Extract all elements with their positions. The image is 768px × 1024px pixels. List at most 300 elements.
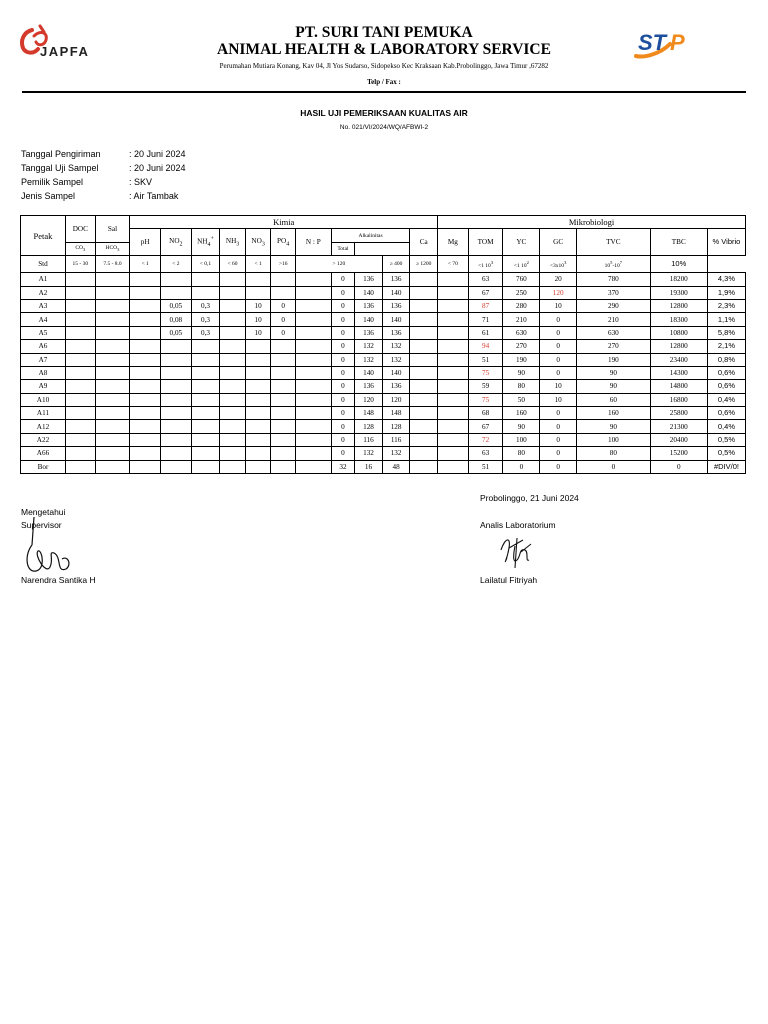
cell-tbc: 0 — [650, 460, 707, 473]
cell-petak: Bor — [21, 460, 66, 473]
cell-hco3: 140 — [355, 286, 383, 299]
cell-yc: 90 — [503, 366, 540, 379]
table-row — [21, 420, 746, 433]
cell-ph — [130, 313, 161, 326]
cell-doc — [65, 299, 95, 312]
cell-total: 116 — [382, 433, 410, 446]
cell-np — [295, 326, 331, 339]
cell-nh3 — [220, 313, 246, 326]
cell-ca — [410, 340, 438, 353]
cell-tbc: 21300 — [650, 420, 707, 433]
cell-no3 — [245, 366, 271, 379]
cell-gc: 0 — [540, 460, 577, 473]
cell-petak: A12 — [21, 420, 66, 433]
cell-yc: 0 — [503, 460, 540, 473]
cell-ca — [410, 366, 438, 379]
cell-tbc: 10800 — [650, 326, 707, 339]
cell-np — [295, 340, 331, 353]
cell-petak: A5 — [21, 326, 66, 339]
cell-vibrio: 0,6% — [707, 366, 745, 379]
cell-tom: 67 — [468, 420, 503, 433]
cell-nh4 — [191, 447, 220, 460]
cell-po4 — [271, 447, 296, 460]
cell-sal — [95, 393, 130, 406]
cell-nh4 — [191, 340, 220, 353]
cell-tbc: 12800 — [650, 340, 707, 353]
cell-mg — [438, 326, 469, 339]
cell-ca — [410, 273, 438, 286]
cell-no3 — [245, 340, 271, 353]
cell-ca — [410, 353, 438, 366]
cell-gc: 10 — [540, 380, 577, 393]
document-number: No. 021/VI/2024/WQ/AFBWI-2 — [339, 124, 429, 131]
col-tom-header: TOM — [468, 229, 503, 256]
cell-tbc: 20400 — [650, 433, 707, 446]
cell-np — [295, 380, 331, 393]
cell-yc: 760 — [503, 273, 540, 286]
table-row — [21, 366, 746, 379]
cell-no3 — [245, 286, 271, 299]
cell-tom: 72 — [468, 433, 503, 446]
cell-po4 — [271, 340, 296, 353]
std-np: >16 — [271, 256, 296, 273]
cell-total: 136 — [382, 380, 410, 393]
cell-nh4: 0,3 — [191, 313, 220, 326]
cell-ph — [130, 380, 161, 393]
cell-vibrio: 4,3% — [707, 273, 745, 286]
cell-no2 — [161, 407, 192, 420]
col-nh3-header: $NH_3$ — [220, 229, 246, 256]
cell-total: 128 — [382, 420, 410, 433]
cell-np — [295, 393, 331, 406]
col-yc-header: YC — [503, 229, 540, 256]
cell-vibrio: 2,3% — [707, 299, 745, 312]
cell-total: 132 — [382, 353, 410, 366]
cell-co3: 0 — [331, 366, 355, 379]
cell-hco3: 140 — [355, 313, 383, 326]
table-row — [21, 313, 746, 326]
cell-np — [295, 286, 331, 299]
info-value: : Air Tambak — [129, 191, 179, 201]
std-no3: < 60 — [220, 256, 246, 273]
cell-np — [295, 299, 331, 312]
cell-co3: 0 — [331, 380, 355, 393]
cell-yc: 160 — [503, 407, 540, 420]
cell-np — [295, 353, 331, 366]
cell-ph — [130, 366, 161, 379]
cell-nh3 — [220, 299, 246, 312]
std-ph: 7.5 - 8.0 — [95, 256, 130, 273]
cell-total: 140 — [382, 286, 410, 299]
cell-petak: A11 — [21, 407, 66, 420]
cell-co3: 0 — [331, 433, 355, 446]
cell-ph — [130, 433, 161, 446]
cell-nh4 — [191, 433, 220, 446]
std-tvc: $<3x10^3$ — [540, 256, 577, 273]
cell-total: 140 — [382, 366, 410, 379]
place-date: Probolinggo, 21 Juni 2024 — [480, 493, 579, 503]
cell-petak: A1 — [21, 273, 66, 286]
cell-tbc: 19300 — [650, 286, 707, 299]
cell-vibrio: #DIV/0! — [707, 460, 745, 473]
col-ph-header: pH — [130, 229, 161, 256]
left-title-1: Mengetahui — [21, 507, 66, 517]
table-row — [21, 447, 746, 460]
cell-tvc: 60 — [577, 393, 651, 406]
col-hco3-header: $HCO_3$ — [95, 242, 130, 255]
cell-doc — [65, 366, 95, 379]
std-tom: < 70 — [438, 256, 469, 273]
cell-tom: 68 — [468, 407, 503, 420]
col-ca-header: Ca — [410, 229, 438, 256]
cell-yc: 80 — [503, 447, 540, 460]
cell-gc: 0 — [540, 447, 577, 460]
cell-np — [295, 447, 331, 460]
std-ca: ≥ 400 — [382, 256, 410, 273]
cell-no2 — [161, 420, 192, 433]
cell-tvc: 90 — [577, 380, 651, 393]
cell-hco3: 136 — [355, 380, 383, 393]
cell-po4 — [271, 353, 296, 366]
cell-mg — [438, 299, 469, 312]
col-tvc-header: TVC — [577, 229, 651, 256]
cell-nh3 — [220, 340, 246, 353]
cell-doc — [65, 380, 95, 393]
cell-mg — [438, 313, 469, 326]
cell-tvc: 370 — [577, 286, 651, 299]
cell-tom: 67 — [468, 286, 503, 299]
cell-gc: 20 — [540, 273, 577, 286]
cell-ph — [130, 273, 161, 286]
cell-total: 48 — [382, 460, 410, 473]
col-no3-header: $NO_3$ — [245, 229, 271, 256]
cell-tvc: 270 — [577, 340, 651, 353]
info-label: Tanggal Uji Sampel — [21, 163, 99, 173]
table-row — [21, 380, 746, 393]
cell-nh3 — [220, 393, 246, 406]
cell-no2: 0,05 — [161, 326, 192, 339]
cell-mg — [438, 393, 469, 406]
document-title: HASIL UJI PEMERIKSAAN KUALITAS AIR — [300, 108, 468, 118]
cell-total: 148 — [382, 407, 410, 420]
cell-np — [295, 407, 331, 420]
cell-ph — [130, 447, 161, 460]
header-divider — [22, 91, 746, 93]
table-row — [21, 353, 746, 366]
cell-doc — [65, 286, 95, 299]
cell-vibrio: 0,6% — [707, 380, 745, 393]
table-row — [21, 393, 746, 406]
cell-no2 — [161, 273, 192, 286]
cell-doc — [65, 340, 95, 353]
cell-no2 — [161, 393, 192, 406]
cell-ca — [410, 460, 438, 473]
cell-ca — [410, 313, 438, 326]
col-tbc-header: TBC — [650, 229, 707, 256]
col-vibrio-header: % Vibrio — [707, 229, 745, 256]
cell-tom: 75 — [468, 366, 503, 379]
cell-gc: 10 — [540, 393, 577, 406]
cell-yc: 270 — [503, 340, 540, 353]
col-doc-header: DOC — [65, 216, 95, 243]
cell-tvc: 0 — [577, 460, 651, 473]
table-row — [21, 286, 746, 299]
cell-yc: 190 — [503, 353, 540, 366]
cell-nh3 — [220, 380, 246, 393]
cell-hco3: 148 — [355, 407, 383, 420]
cell-nh4 — [191, 353, 220, 366]
cell-tvc: 90 — [577, 420, 651, 433]
cell-total: 132 — [382, 447, 410, 460]
cell-tvc: 90 — [577, 366, 651, 379]
cell-no3 — [245, 380, 271, 393]
table-row — [21, 460, 746, 473]
group-kimia-header: Kimia — [130, 216, 438, 229]
cell-vibrio: 0,8% — [707, 353, 745, 366]
cell-nh3 — [220, 420, 246, 433]
cell-sal — [95, 460, 130, 473]
cell-no3: 10 — [245, 326, 271, 339]
std-nh3: < 0,1 — [191, 256, 220, 273]
cell-co3: 0 — [331, 393, 355, 406]
cell-nh4: 0,3 — [191, 326, 220, 339]
cell-tvc: 160 — [577, 407, 651, 420]
cell-nh4 — [191, 393, 220, 406]
cell-vibrio: 0,4% — [707, 393, 745, 406]
cell-ca — [410, 420, 438, 433]
cell-gc: 0 — [540, 340, 577, 353]
cell-petak: A6 — [21, 340, 66, 353]
cell-nh4 — [191, 420, 220, 433]
cell-tbc: 25800 — [650, 407, 707, 420]
cell-ph — [130, 407, 161, 420]
cell-ph — [130, 286, 161, 299]
cell-no3 — [245, 447, 271, 460]
info-value: : SKV — [129, 177, 153, 187]
cell-sal — [95, 313, 130, 326]
cell-tvc: 210 — [577, 313, 651, 326]
cell-hco3: 16 — [355, 460, 383, 473]
cell-vibrio: 0,5% — [707, 433, 745, 446]
left-name: Narendra Santika H — [21, 575, 96, 585]
col-co3-header: $CO_3$ — [65, 242, 95, 255]
cell-nh3 — [220, 460, 246, 473]
cell-ca — [410, 299, 438, 312]
cell-hco3: 120 — [355, 393, 383, 406]
cell-no3 — [245, 407, 271, 420]
cell-doc — [65, 407, 95, 420]
cell-sal — [95, 366, 130, 379]
col-mg-header: Mg — [438, 229, 469, 256]
col-sal-header: Sal — [95, 216, 130, 243]
cell-tom: 87 — [468, 299, 503, 312]
cell-total: 136 — [382, 326, 410, 339]
cell-petak: A10 — [21, 393, 66, 406]
col-nh4-header: $NH_4^+$ — [191, 229, 220, 256]
cell-sal — [95, 299, 130, 312]
cell-mg — [438, 460, 469, 473]
cell-gc: 0 — [540, 433, 577, 446]
japfa-logo-text: JAPFA — [40, 44, 90, 59]
cell-no3 — [245, 273, 271, 286]
cell-nh4 — [191, 407, 220, 420]
table-row — [21, 340, 746, 353]
cell-yc: 50 — [503, 393, 540, 406]
cell-doc — [65, 420, 95, 433]
cell-po4 — [271, 393, 296, 406]
cell-no2 — [161, 353, 192, 366]
std-mg: ≥ 1200 — [410, 256, 438, 273]
std-yc: <1 $10^3$ — [468, 256, 503, 273]
cell-petak: A66 — [21, 447, 66, 460]
cell-ph — [130, 326, 161, 339]
cell-po4: 0 — [271, 326, 296, 339]
cell-co3: 0 — [331, 273, 355, 286]
cell-total: 136 — [382, 273, 410, 286]
cell-total: 132 — [382, 340, 410, 353]
cell-np — [295, 366, 331, 379]
table-row — [21, 433, 746, 446]
cell-sal — [95, 447, 130, 460]
cell-po4 — [271, 273, 296, 286]
cell-np — [295, 273, 331, 286]
info-value: : 20 Juni 2024 — [129, 163, 186, 173]
info-label: Tanggal Pengiriman — [21, 149, 101, 159]
left-title-2: Supervisor — [21, 520, 62, 530]
cell-gc: 0 — [540, 407, 577, 420]
cell-hco3: 140 — [355, 366, 383, 379]
std-nh4: < 2 — [161, 256, 192, 273]
cell-po4: 0 — [271, 313, 296, 326]
cell-np — [295, 420, 331, 433]
cell-tom: 51 — [468, 460, 503, 473]
cell-co3: 0 — [331, 286, 355, 299]
cell-vibrio: 2,1% — [707, 340, 745, 353]
cell-petak: A4 — [21, 313, 66, 326]
cell-tom: 94 — [468, 340, 503, 353]
cell-gc: 0 — [540, 420, 577, 433]
cell-mg — [438, 340, 469, 353]
cell-sal — [95, 353, 130, 366]
cell-tom: 51 — [468, 353, 503, 366]
std-label: Std — [21, 256, 66, 273]
std-alkalinitas: > 120 — [295, 256, 382, 273]
cell-tbc: 12800 — [650, 299, 707, 312]
cell-ph — [130, 353, 161, 366]
cell-mg — [438, 286, 469, 299]
col-no2-header: $NO_2$ — [161, 229, 192, 256]
analyst-signature-icon — [495, 530, 535, 570]
cell-ph — [130, 420, 161, 433]
cell-gc: 120 — [540, 286, 577, 299]
cell-hco3: 116 — [355, 433, 383, 446]
cell-yc: 630 — [503, 326, 540, 339]
cell-po4 — [271, 366, 296, 379]
cell-nh3 — [220, 353, 246, 366]
table-row — [21, 273, 746, 286]
std-po4: < 1 — [245, 256, 271, 273]
col-po4-header: $PO_4$ — [271, 229, 296, 256]
company-telp: Telp / Fax : — [367, 78, 401, 86]
cell-no3: 10 — [245, 299, 271, 312]
cell-tvc: 80 — [577, 447, 651, 460]
svg-text:ST: ST — [638, 30, 667, 55]
cell-co3: 0 — [331, 407, 355, 420]
cell-sal — [95, 340, 130, 353]
cell-sal — [95, 326, 130, 339]
cell-tbc: 15200 — [650, 447, 707, 460]
cell-mg — [438, 420, 469, 433]
group-mikrobiologi-header: Mikrobiologi — [438, 216, 746, 229]
col-total-header: Total — [331, 242, 355, 255]
svg-text:P: P — [670, 30, 685, 55]
cell-yc: 90 — [503, 420, 540, 433]
cell-yc: 280 — [503, 299, 540, 312]
cell-doc — [65, 447, 95, 460]
cell-hco3: 136 — [355, 326, 383, 339]
cell-co3: 0 — [331, 313, 355, 326]
cell-mg — [438, 407, 469, 420]
cell-no2 — [161, 460, 192, 473]
cell-gc: 10 — [540, 299, 577, 312]
cell-mg — [438, 433, 469, 446]
cell-hco3: 132 — [355, 447, 383, 460]
cell-np — [295, 313, 331, 326]
cell-petak: A7 — [21, 353, 66, 366]
cell-no2 — [161, 366, 192, 379]
cell-tom: 75 — [468, 393, 503, 406]
cell-tvc: 780 — [577, 273, 651, 286]
cell-doc — [65, 353, 95, 366]
cell-np — [295, 460, 331, 473]
cell-no3 — [245, 420, 271, 433]
cell-doc — [65, 313, 95, 326]
supervisor-signature-icon — [20, 515, 74, 583]
cell-no3 — [245, 353, 271, 366]
cell-gc: 0 — [540, 326, 577, 339]
cell-tom: 61 — [468, 326, 503, 339]
table-row — [21, 299, 746, 312]
cell-nh4 — [191, 460, 220, 473]
cell-tbc: 23400 — [650, 353, 707, 366]
cell-sal — [95, 380, 130, 393]
cell-ca — [410, 326, 438, 339]
cell-po4 — [271, 286, 296, 299]
cell-co3: 32 — [331, 460, 355, 473]
cell-tvc: 100 — [577, 433, 651, 446]
cell-po4 — [271, 420, 296, 433]
cell-ph — [130, 393, 161, 406]
cell-no3 — [245, 393, 271, 406]
cell-yc: 100 — [503, 433, 540, 446]
cell-co3: 0 — [331, 353, 355, 366]
col-alkalinitas-header: Alkalinitas — [331, 229, 410, 242]
cell-ca — [410, 407, 438, 420]
cell-yc: 210 — [503, 313, 540, 326]
cell-co3: 0 — [331, 420, 355, 433]
cell-mg — [438, 447, 469, 460]
cell-no2 — [161, 286, 192, 299]
cell-tbc: 18300 — [650, 313, 707, 326]
cell-nh3 — [220, 326, 246, 339]
cell-nh3 — [220, 286, 246, 299]
cell-doc — [65, 460, 95, 473]
cell-tbc: 16800 — [650, 393, 707, 406]
info-value: : 20 Juni 2024 — [129, 149, 186, 159]
cell-np — [295, 433, 331, 446]
cell-petak: A22 — [21, 433, 66, 446]
info-label: Pemilik Sampel — [21, 177, 84, 187]
